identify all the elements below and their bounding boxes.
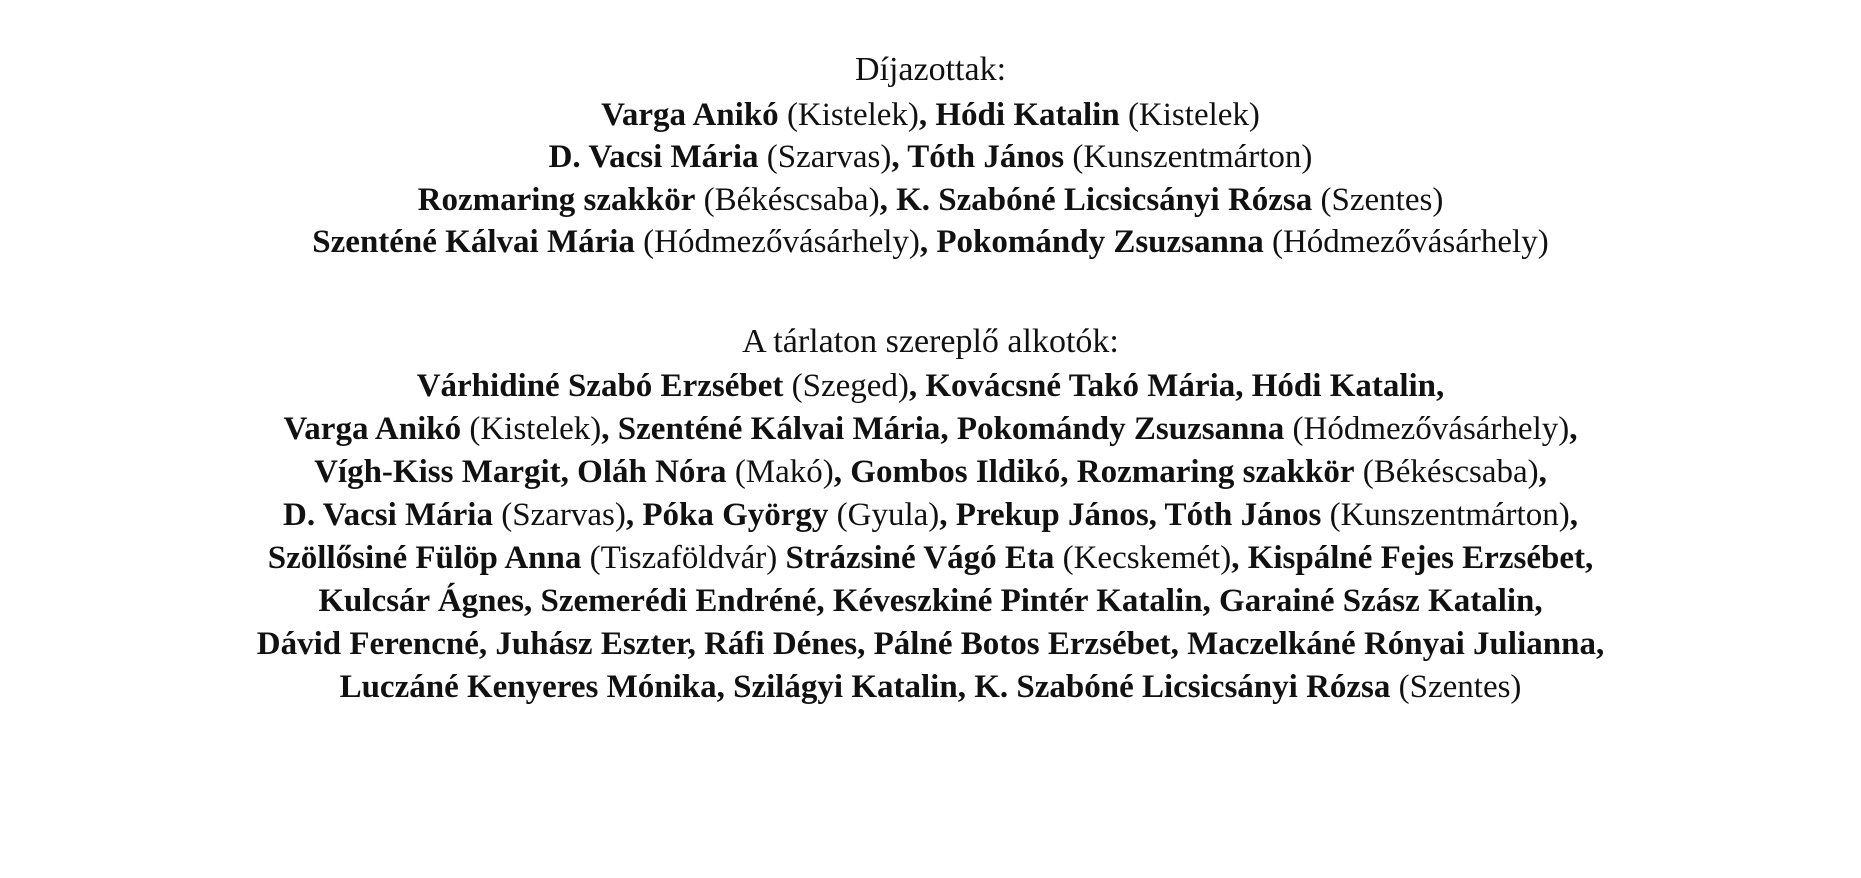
name-text: , xyxy=(1231,539,1248,576)
awards-list xyxy=(40,94,1821,264)
place-text: (Szarvas) xyxy=(758,139,892,176)
name-text: Kovácsné Takó Mária, Hódi Katalin, xyxy=(925,368,1445,405)
place-text: (Szentes) xyxy=(1390,668,1522,705)
exhibitor-line xyxy=(40,537,1821,580)
name-text: Szenténé Kálvai Mária xyxy=(312,224,635,261)
name-text: Tóth János xyxy=(907,139,1065,176)
name-text: K. Szabóné Licsicsányi Rózsa xyxy=(896,181,1313,218)
name-text: Szöllősiné Fülöp Anna xyxy=(267,539,582,576)
place-text: (Szentes) xyxy=(1312,181,1444,218)
place-text: (Kistelek) xyxy=(778,96,919,133)
name-text: , xyxy=(919,224,937,261)
name-text: , xyxy=(601,411,618,448)
name-text: Luczáné Kenyeres Mónika, Szilágyi Katalin, K. Szabóné Licsicsányi Rózsa xyxy=(339,668,1391,705)
place-text: (Kecskemét) xyxy=(1054,539,1232,576)
name-text: Rozmaring szakkör xyxy=(417,181,696,218)
exhibitor-line xyxy=(40,666,1821,709)
exhibitors-list xyxy=(40,365,1821,708)
exhibitors-heading: A tárlaton szereplő alkotók: xyxy=(742,322,1119,360)
name-text: Szenténé Kálvai Mária, Pokomándy Zsuzsanna xyxy=(617,411,1285,448)
awards-section xyxy=(40,48,1821,264)
place-text: (Szarvas) xyxy=(492,496,626,533)
award-line xyxy=(40,136,1821,179)
awards-heading: Díjazottak: xyxy=(854,51,1007,88)
name-text: , xyxy=(1569,411,1578,448)
exhibitor-line xyxy=(40,365,1821,408)
name-text: , xyxy=(625,496,643,533)
name-text: , xyxy=(879,181,897,218)
place-text: (Békéscsaba) xyxy=(1354,454,1539,491)
name-text: Varga Anikó xyxy=(601,96,779,133)
exhibitor-line xyxy=(40,408,1821,451)
name-text: Kispálné Fejes Erzsébet, xyxy=(1247,539,1594,576)
name-text: Kulcsár Ágnes, Szemerédi Endréné, Kéveszkiné Pintér Katalin, Garainé Szász Katalin, xyxy=(318,582,1543,619)
place-text: (Makó) xyxy=(726,454,834,491)
place-text: (Hódmezővásárhely) xyxy=(634,224,920,261)
name-text: Varga Anikó xyxy=(283,411,462,448)
exhibitor-line xyxy=(40,451,1821,494)
name-text: D. Vacsi Mária xyxy=(283,496,493,533)
name-text: Vígh-Kiss Margit, Oláh Nóra xyxy=(314,454,727,491)
name-text: , xyxy=(908,368,926,405)
name-text: , xyxy=(918,96,936,133)
name-text: Hódi Katalin xyxy=(935,96,1120,133)
name-text: , xyxy=(1538,454,1547,491)
name-text: Gombos Ildikó, Rozmaring szakkör xyxy=(850,454,1355,491)
place-text: (Gyula) xyxy=(828,496,940,533)
name-text: Dávid Ferencné, Juhász Eszter, Ráfi Dénes, Pálné Botos Erzsébet, Maczelkáné Rónyai Julianna, xyxy=(256,625,1605,662)
name-text: , xyxy=(891,139,908,176)
exhibitor-line xyxy=(40,623,1821,666)
place-text: (Szeged) xyxy=(783,368,909,405)
exhibitor-line xyxy=(40,494,1821,537)
award-line xyxy=(40,221,1821,264)
place-text: (Hódmezővásárhely) xyxy=(1263,224,1549,261)
name-text: Strázsiné Vágó Eta xyxy=(785,539,1055,576)
place-text: (Békéscsaba) xyxy=(695,181,880,218)
place-text: (Kistelek) xyxy=(1119,96,1260,133)
name-text: , xyxy=(939,496,956,533)
name-text: Prekup János, Tóth János xyxy=(955,496,1322,533)
award-line xyxy=(40,94,1821,137)
place-text: (Kistelek) xyxy=(461,411,602,448)
place-text: (Kunszentmárton) xyxy=(1321,496,1570,533)
place-text: (Tiszaföldvár) xyxy=(581,539,786,576)
exhibitors-section xyxy=(40,320,1821,709)
name-text: D. Vacsi Mária xyxy=(548,139,759,176)
name-text: Póka György xyxy=(642,496,829,533)
name-text: Pokomándy Zsuzsanna xyxy=(936,224,1264,261)
name-text: Várhidiné Szabó Erzsébet xyxy=(416,368,784,405)
name-text: , xyxy=(833,454,851,491)
place-text: (Kunszentmárton) xyxy=(1064,139,1313,176)
place-text: (Hódmezővásárhely) xyxy=(1284,411,1570,448)
award-line xyxy=(40,179,1821,222)
exhibitor-line xyxy=(40,580,1821,623)
name-text: , xyxy=(1569,496,1578,533)
